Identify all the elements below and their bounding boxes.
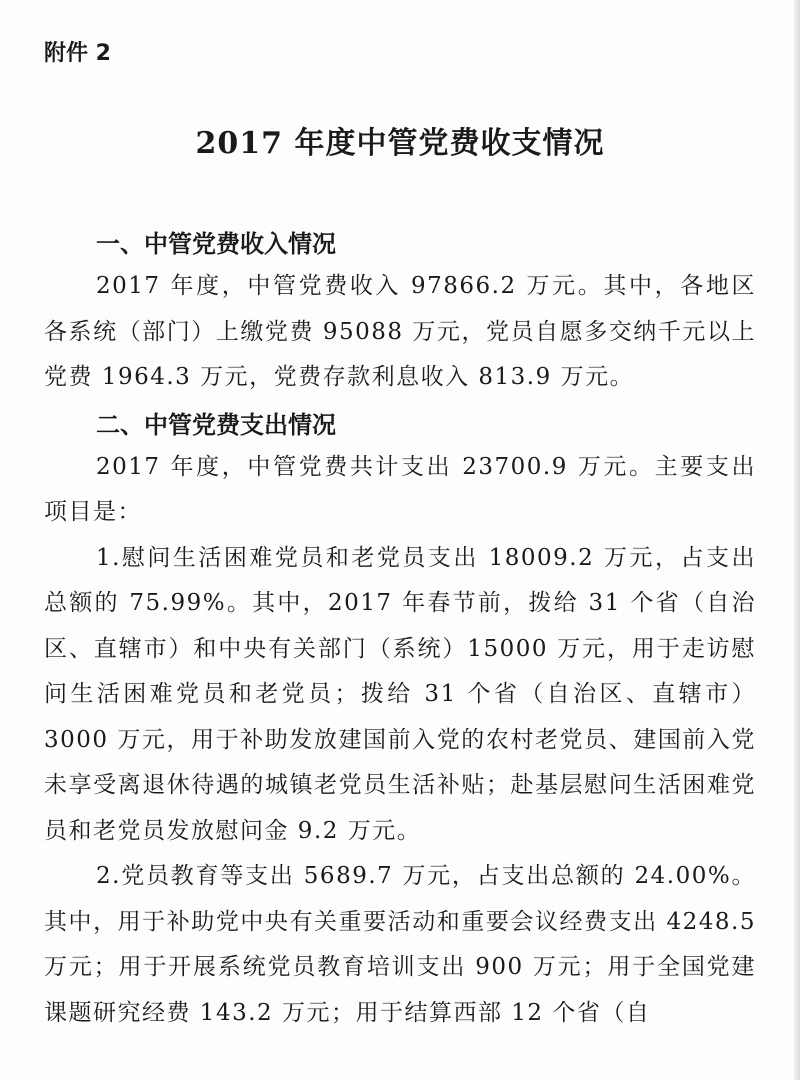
- expenditure-item-1-paragraph: 1.慰问生活困难党员和老党员支出 18009.2 万元，占支出总额的 75.99%。其中，2017 年春节前，拨给 31 个省（自治区、直辖市）和中央有关部门（系统）15000 万元，用于走访慰问生活困难党员和老党员；拨给 31 个省（自治区、直辖市）3000 万元，用于补助发放建国前入党的农村老党员、建国前入党未享受离退休待遇的城镇老党员生活补贴；赴基层慰问生活困难党员和老党员发放慰问金 9.2 万元。: [44, 544, 756, 844]
- section-heading-expenditure: 二、中管党费支出情况: [96, 410, 336, 439]
- section-expenditure: [44, 405, 756, 1037]
- document-title: 2017 年度中管党费收支情况: [195, 126, 605, 161]
- income-paragraph: 2017 年度，中管党费收入 97866.2 万元。其中，各地区各系统（部门）上缴党费 95088 万元，党员自愿多交纳千元以上党费 1964.3 万元，党费存款利息收入 813.9 万元。: [44, 273, 756, 390]
- expenditure-intro-paragraph: 2017 年度，中管党费共计支出 23700.9 万元。主要支出项目是：: [44, 453, 756, 525]
- section-income: [44, 224, 756, 401]
- attachment-label: 附件 2: [44, 41, 111, 66]
- section-heading-income: 一、中管党费收入情况: [96, 230, 336, 258]
- expenditure-item-2-paragraph: 2.党员教育等支出 5689.7 万元，占支出总额的 24.00%。其中，用于补助党中央有关重要活动和重要会议经费支出 4248.5 万元；用于开展系统党员教育培训支出 900 万元；用于全国党建课题研究经费 143.2 万元；用于结算西部 12 个省（自: [44, 863, 756, 1026]
- scan-edge-shadow: [794, 0, 800, 1080]
